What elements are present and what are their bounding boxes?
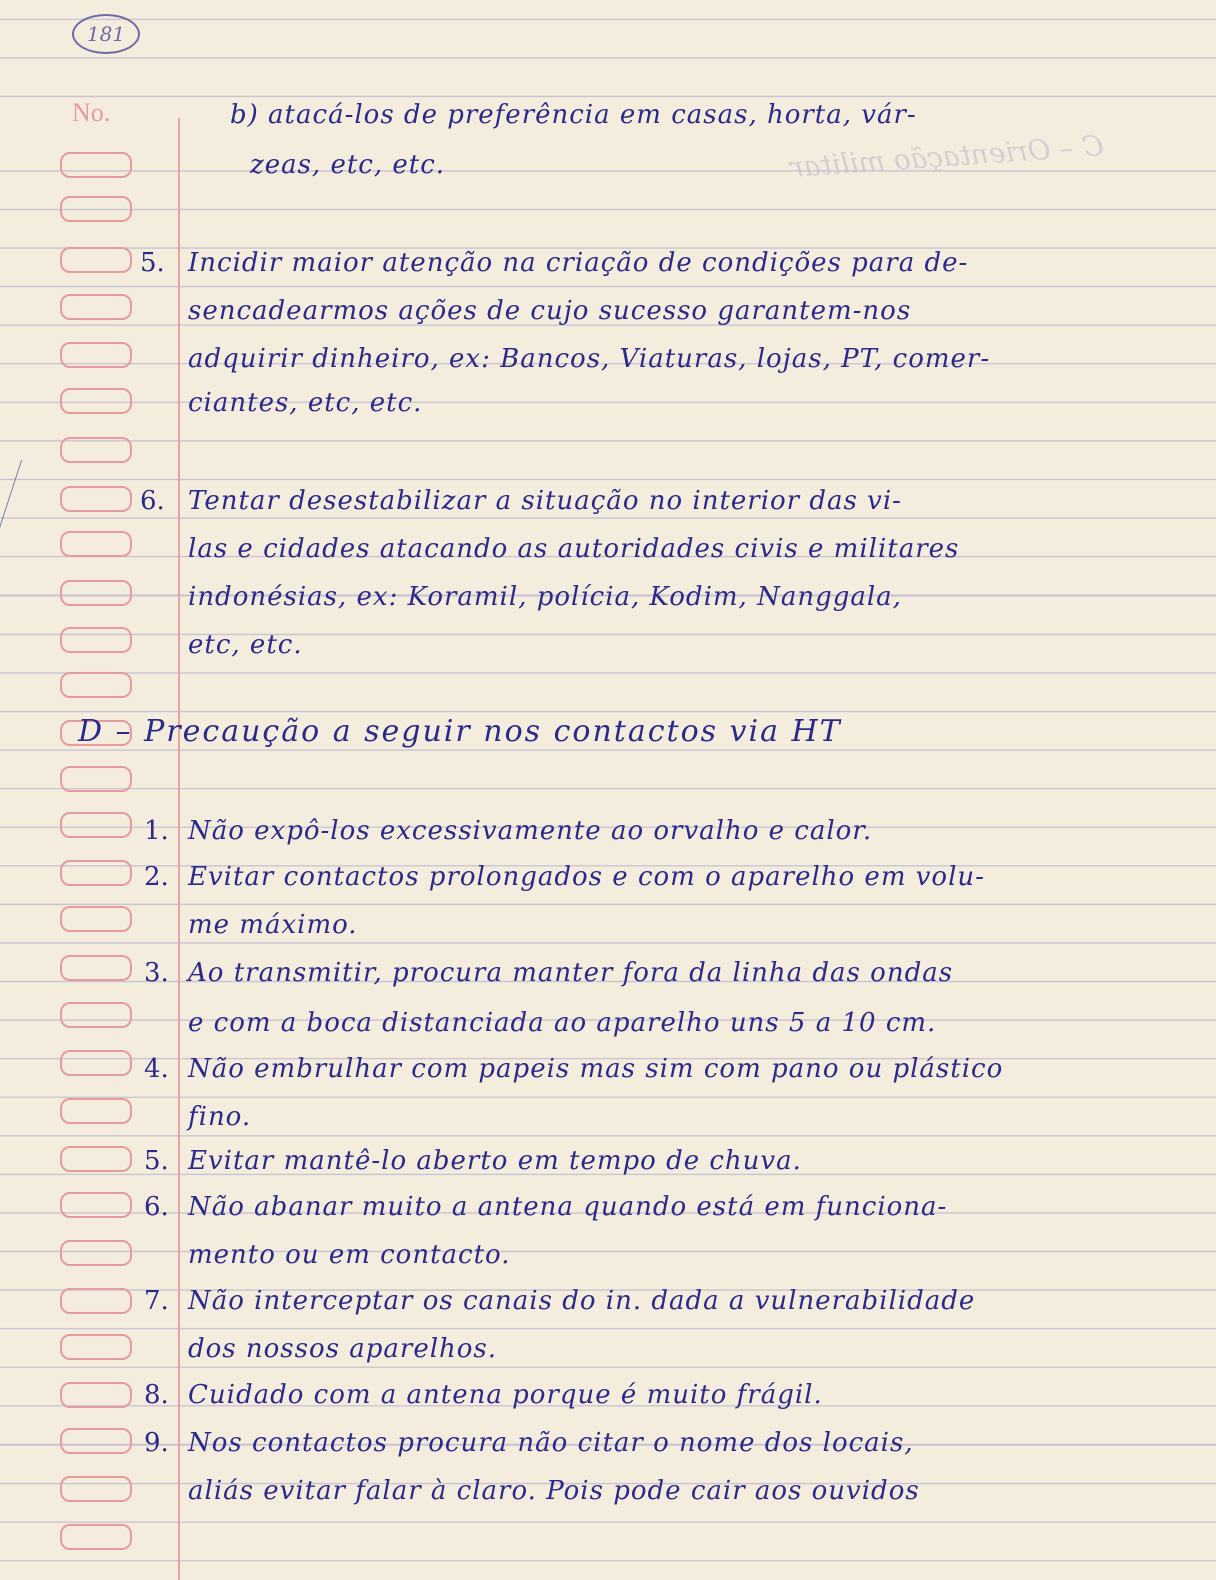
item-number: 1. xyxy=(144,816,169,846)
item-number: 2. xyxy=(144,862,169,892)
page-number-stamp: 181 xyxy=(72,14,140,54)
item-number: 8. xyxy=(144,1380,169,1410)
text-line: Não expô-los excessivamente ao orvalho e calor. xyxy=(188,816,873,846)
text-line: Ao transmitir, procura manter fora da linha das ondas xyxy=(188,958,954,988)
text-line: las e cidades atacando as autoridades civis e militares xyxy=(188,534,960,564)
item-number: 9. xyxy=(144,1428,169,1458)
item-number: 7. xyxy=(144,1286,169,1316)
text-line: Evitar contactos prolongados e com o aparelho em volu- xyxy=(188,862,985,892)
text-line: mento ou em contacto. xyxy=(188,1240,511,1270)
item-number: 4. xyxy=(144,1054,169,1084)
text-line: sencadearmos ações de cujo sucesso garantem-nos xyxy=(188,296,912,326)
text-line: b) atacá-los de preferência em casas, horta, vár- xyxy=(230,100,917,130)
text-line: Não interceptar os canais do in. dada a vulnerabilidade xyxy=(188,1286,976,1316)
text-line: Cuidado com a antena porque é muito frágil. xyxy=(188,1380,823,1410)
item-number: 5. xyxy=(140,248,165,278)
item-number: 6. xyxy=(144,1192,169,1222)
item-number: 6. xyxy=(140,486,165,516)
text-line: fino. xyxy=(188,1102,252,1132)
text-line: Evitar mantê-lo aberto em tempo de chuva. xyxy=(188,1146,802,1176)
text-line: aliás evitar falar à claro. Pois pode cair aos ouvidos xyxy=(188,1476,920,1506)
text-line: indonésias, ex: Koramil, polícia, Kodim, Nanggala, xyxy=(188,582,902,612)
text-line: Incidir maior atenção na criação de condições para de- xyxy=(188,248,969,278)
text-line: Tentar desestabilizar a situação no interior das vi- xyxy=(188,486,902,516)
text-line: e com a boca distanciada ao aparelho uns 5 a 10 cm. xyxy=(188,1008,937,1038)
text-line: me máximo. xyxy=(188,910,358,940)
text-line: adquirir dinheiro, ex: Bancos, Viaturas, lojas, PT, comer- xyxy=(188,344,991,374)
text-line: Nos contactos procura não citar o nome dos locais, xyxy=(188,1428,914,1458)
text-line: Não embrulhar com papeis mas sim com pano ou plástico xyxy=(188,1054,1004,1084)
no-label: No. xyxy=(72,98,111,127)
text-line: zeas, etc, etc. xyxy=(250,150,446,180)
item-number: 5. xyxy=(144,1146,169,1176)
text-line: dos nossos aparelhos. xyxy=(188,1334,498,1364)
text-line: ciantes, etc, etc. xyxy=(188,388,423,418)
bleed-through-text: C – Orientação militar xyxy=(789,129,1105,184)
text-line: D – Precaução a seguir nos contactos via HT xyxy=(78,714,842,749)
text-line: Não abanar muito a antena quando está em funciona- xyxy=(188,1192,948,1222)
item-number: 3. xyxy=(144,958,169,988)
text-line: etc, etc. xyxy=(188,630,303,660)
